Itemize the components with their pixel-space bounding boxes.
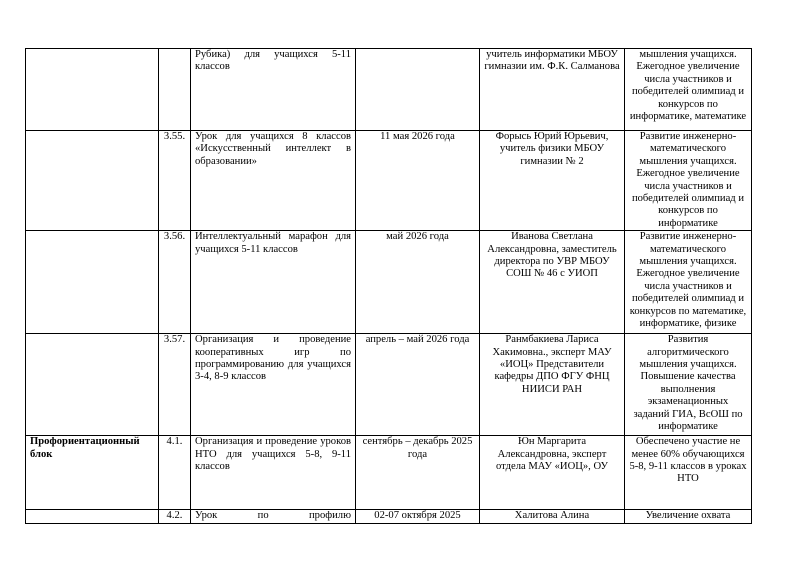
date-cell: май 2026 года	[356, 231, 480, 334]
table-row	[26, 231, 752, 334]
item-number: 4.1.	[159, 436, 191, 510]
date-cell: сентябрь – декабрь 2025 года	[356, 436, 480, 510]
date-cell: 02-07 октября 2025	[356, 510, 480, 523]
event-cell: Организация и проведение уроков НТО для учащихся 5-8, 9-11 классов	[191, 436, 356, 510]
table-row	[26, 334, 752, 436]
event-text: Рубика) для учащихся 5-11 классов	[195, 49, 351, 73]
result-cell: Развитие инженерно-математического мышления учащихся. Ежегодное увеличение числа участников и победителей олимпиад и конкурсов по математике, информатике, физике	[625, 231, 752, 334]
table-row	[26, 436, 752, 510]
responsible-cell: Юн Маргарита Александровна, эксперт отдела МАУ «ИОЦ», ОУ	[480, 436, 625, 510]
result-cell: Развитие инженерно-математического мышления учащихся. Ежегодное увеличение числа участников и победителей олимпиад и конкурсов по информатике	[625, 131, 752, 231]
result-cell: Увеличение охвата	[625, 510, 752, 523]
item-number	[159, 49, 191, 131]
table-row	[26, 49, 752, 131]
event-cell: Интеллектуальный марафон для учащихся 5-11 классов	[191, 231, 356, 334]
event-cell: Организация и проведение кооперативных игр по программированию для учащихся 3-4, 8-9 классов	[191, 334, 356, 436]
event-cell	[191, 510, 356, 523]
date-cell: апрель – май 2026 года	[356, 334, 480, 436]
event-cell	[191, 49, 356, 131]
block-cell	[26, 49, 159, 131]
table-row	[26, 510, 752, 523]
responsible-cell: Форысь Юрий Юрьевич, учитель физики МБОУ гимназии № 2	[480, 131, 625, 231]
item-number: 3.55.	[159, 131, 191, 231]
responsible-cell: Халитова Алина	[480, 510, 625, 523]
block-cell: Профориентационный блок	[26, 436, 159, 510]
block-cell	[26, 231, 159, 334]
responsible-cell: учитель информатики МБОУ гимназии им. Ф.К. Салманова	[480, 49, 625, 131]
item-number: 4.2.	[159, 510, 191, 523]
result-cell: Обеспечено участие не менее 60% обучающихся 5-8, 9-11 классов в уроках НТО	[625, 436, 752, 510]
responsible-cell: Иванова Светлана Александровна, заместитель директора по УВР МБОУ СОШ № 46 с УИОП	[480, 231, 625, 334]
result-cell: мышления учащихся. Ежегодное увеличение числа участников и победителей олимпиад и конкурсов по информатике, математике	[625, 49, 752, 131]
event-cell: Урок для учащихся 8 классов «Искусственный интеллект в образовании»	[191, 131, 356, 231]
plan-table	[25, 48, 752, 524]
block-cell	[26, 510, 159, 523]
table-row	[26, 131, 752, 231]
item-number: 3.56.	[159, 231, 191, 334]
date-cell: 11 мая 2026 года	[356, 131, 480, 231]
responsible-cell: Ранмбакиева Лариса Хакимовна., эксперт МАУ «ИОЦ» Представители кафедры ДПО ФГУ ФНЦ НИИСИ РАН	[480, 334, 625, 436]
item-number: 3.57.	[159, 334, 191, 436]
date-cell	[356, 49, 480, 131]
block-cell	[26, 131, 159, 231]
result-cell: Развития алгоритмического мышления учащихся. Повышение качества выполнения экзаменационных заданий ГИА, ВсОШ по информатике	[625, 334, 752, 436]
event-text: Урок по профилю	[195, 510, 351, 522]
block-cell	[26, 334, 159, 436]
